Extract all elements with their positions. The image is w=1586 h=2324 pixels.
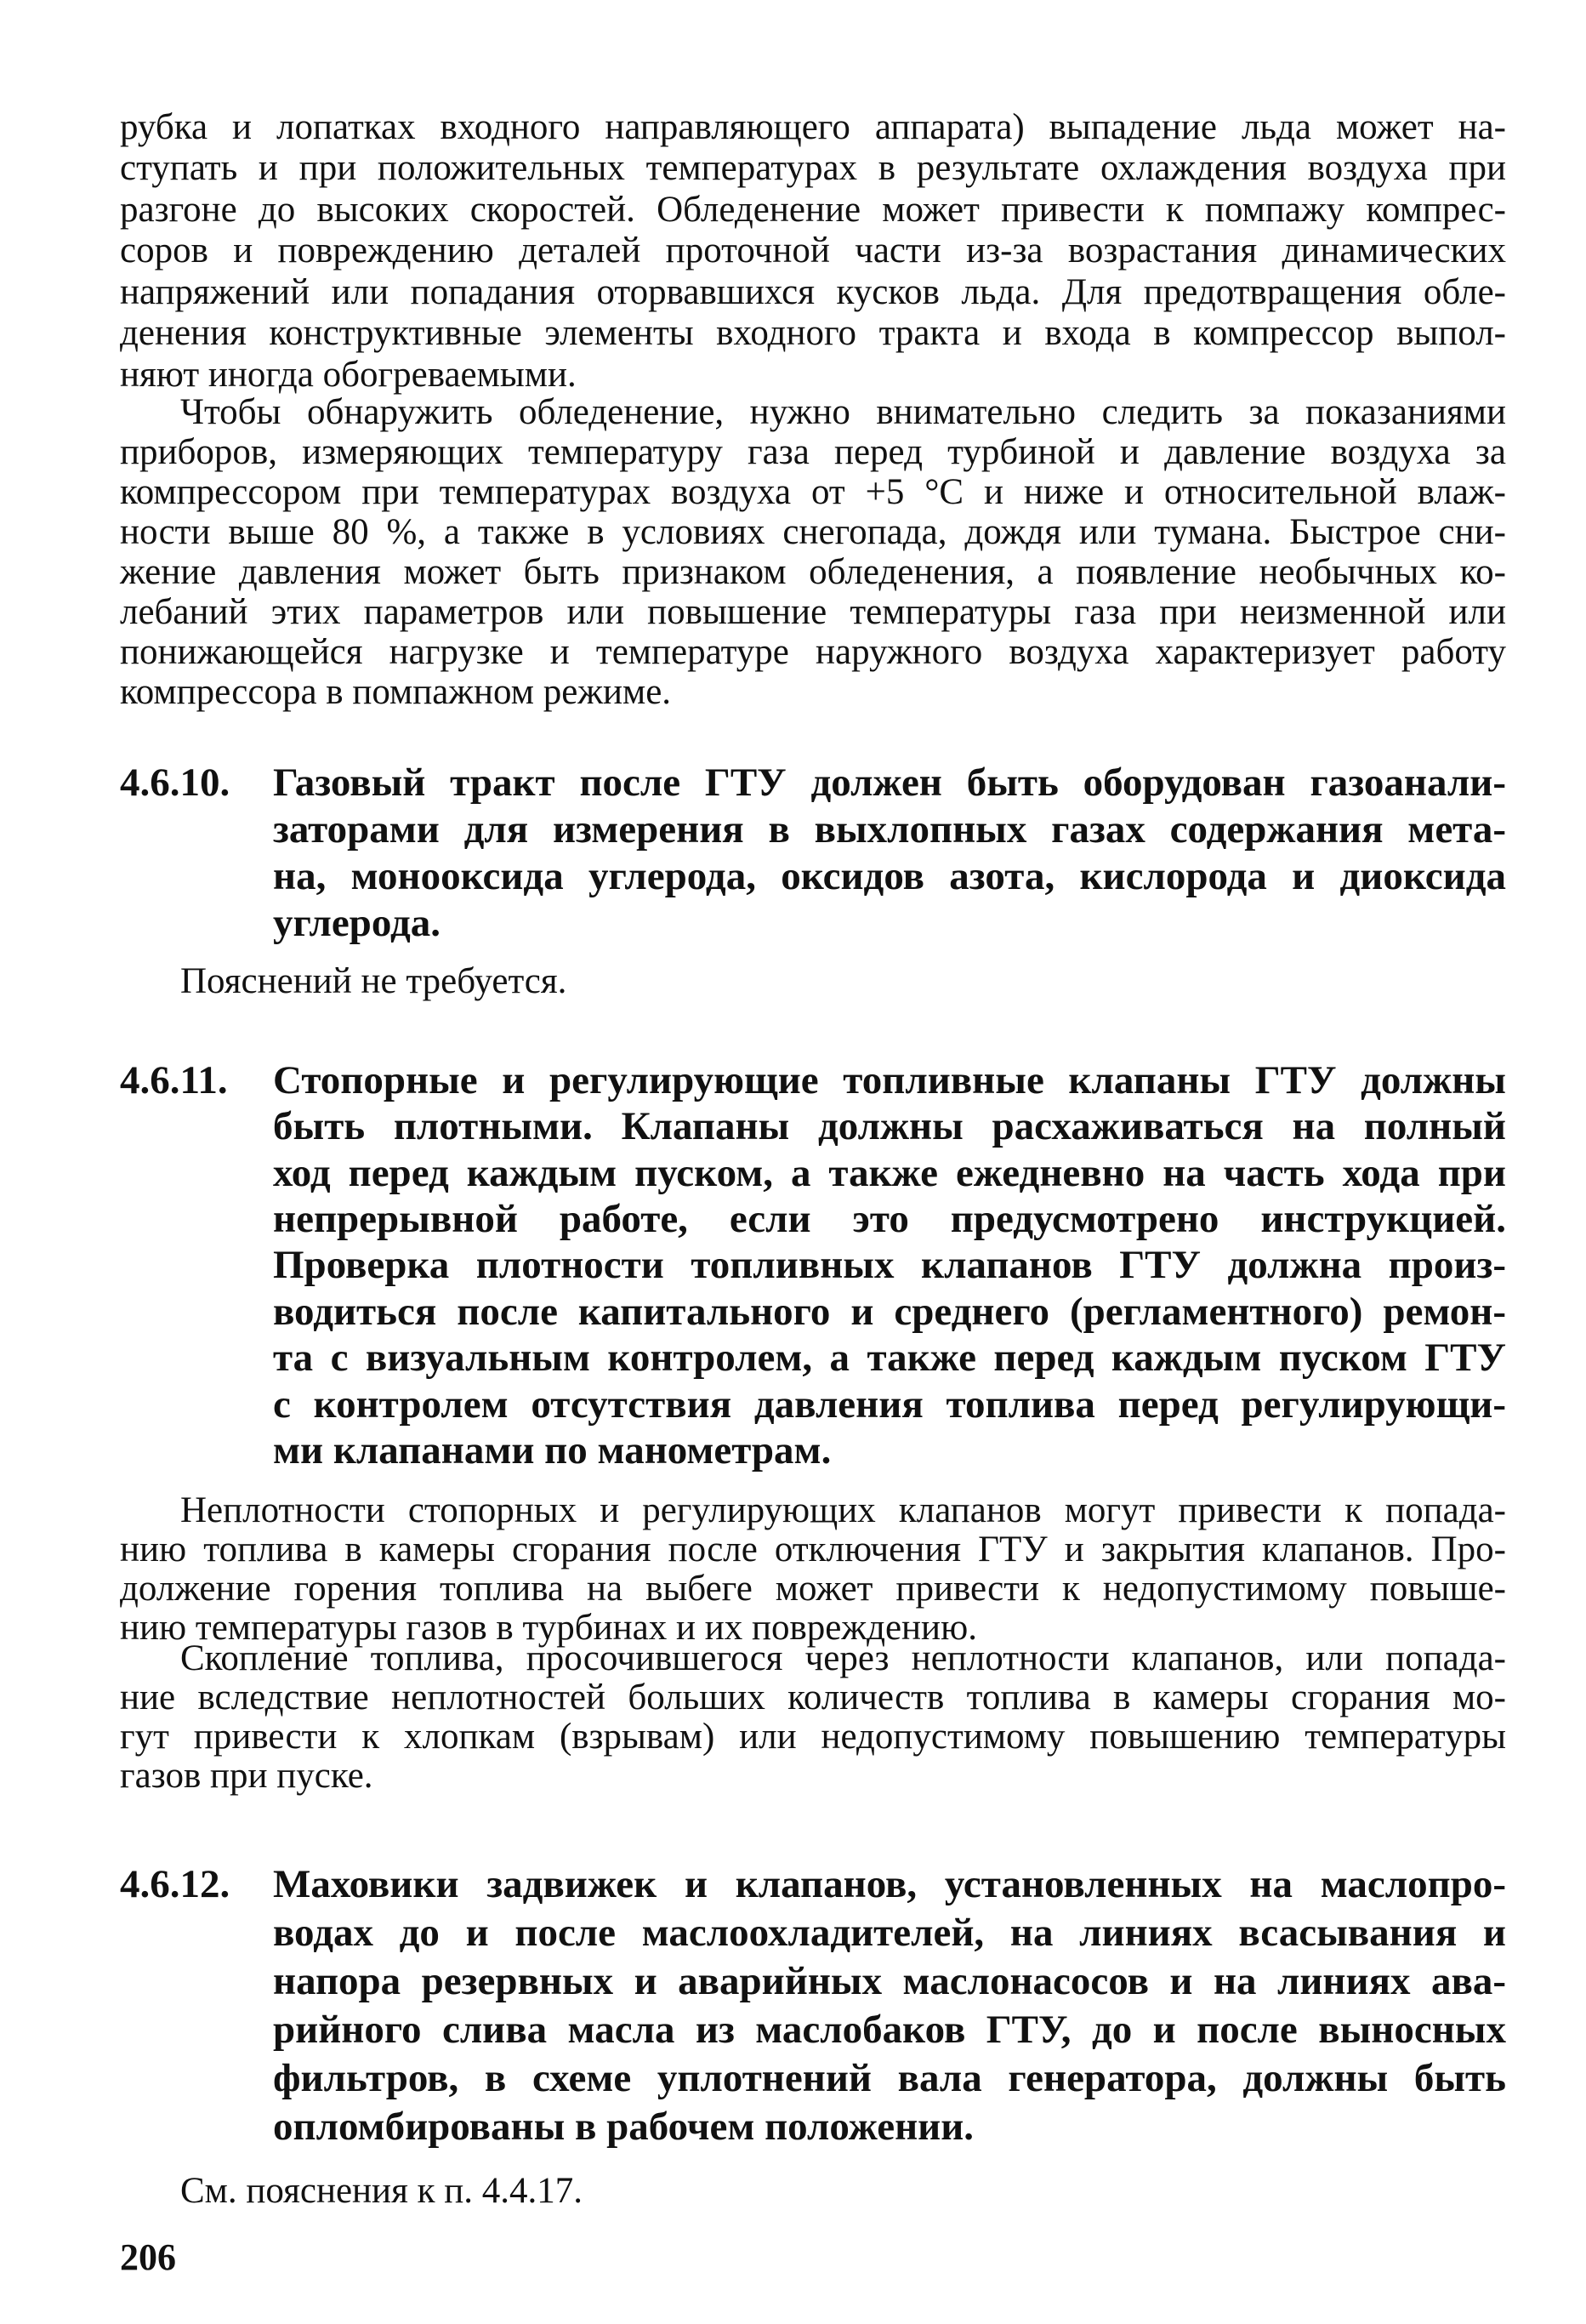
page-number: 206 [120, 2236, 176, 2278]
paragraph [120, 392, 1506, 712]
text-line: лебаний этих параметров или повышение температуры газа при неизменной или [120, 591, 1506, 632]
text-line: разгоне до высоких скоростей. Обледенение может привести к помпажу компрес- [120, 189, 1506, 230]
text-line: фильтров, в схеме уплотнений вала генератора, должны быть [273, 2055, 1506, 2100]
text-line: заторами для измерения в выхлопных газах содержания мета- [273, 806, 1506, 852]
text-line: ние вследствие неплотностей больших количеств топлива в камеры сгорания мо- [120, 1677, 1506, 1717]
text-line: нию температуры газов в турбинах и их повреждению. [120, 1608, 977, 1648]
paragraph [120, 1491, 1506, 1648]
text-line: Маховики задвижек и клапанов, установленных на маслопро- [273, 1861, 1506, 1906]
section-number: 4.6.11. [120, 1057, 228, 1102]
section-heading-text [273, 760, 1506, 947]
text-line: ми клапанами по манометрам. [273, 1428, 832, 1473]
text-line: напряжений или попадания оторвавшихся кусков льда. Для предотвращения обле- [120, 271, 1506, 312]
text-line: компрессором при температурах воздуха от +5 °С и ниже и относительной влаж- [120, 471, 1506, 512]
text-line: на, монооксида углерода, оксидов азота, кислорода и диоксида [273, 853, 1506, 898]
text-line: ход перед каждым пуском, а также ежедневно на часть хода при [273, 1150, 1506, 1195]
text-line: соров и повреждению деталей проточной части из-за возрастания динамических [120, 231, 1506, 271]
text-line: рубка и лопатках входного направляющего аппарата) выпадение льда может на- [120, 106, 1506, 147]
text-line: водиться после капитального и среднего (регламентного) ремон- [273, 1289, 1506, 1334]
text-line: газов при пуске. [120, 1756, 373, 1796]
text-line: Неплотности стопорных и регулирующих клапанов могут привести к попада- [180, 1490, 1506, 1530]
paragraph [120, 961, 1506, 1001]
paragraph [120, 107, 1506, 396]
text-line: Стопорные и регулирующие топливные клапаны ГТУ должны [273, 1057, 1506, 1102]
section-heading-text [273, 1057, 1506, 1474]
paragraph [120, 2171, 1506, 2211]
text-line: непрерывной работе, если это предусмотрено инструкцией. [273, 1197, 1506, 1242]
section-number: 4.6.10. [120, 760, 230, 805]
text-line: водах до и после маслоохладителей, на линиях всасывания и [273, 1910, 1506, 1955]
text-line: Чтобы обнаружить обледенение, нужно внимательно следить за показаниями [180, 391, 1506, 432]
text-line: ности выше 80 %, а также в условиях снегопада, дождя или тумана. Быстрое сни- [120, 511, 1506, 552]
section-number: 4.6.12. [120, 1861, 230, 1906]
text-line: опломбированы в рабочем положении. [273, 2104, 975, 2149]
text-line: напора резервных и аварийных маслонасосов и на линиях ава- [273, 1958, 1506, 2003]
text-line: нию топлива в камеры сгорания после отключения ГТУ и закрытия клапанов. Про- [120, 1529, 1506, 1569]
text-line: Пояснений не требуется. [180, 960, 567, 1001]
text-line: няют иногда обогреваемыми. [120, 354, 577, 395]
paragraph [120, 1639, 1506, 1796]
section-heading-text [273, 1860, 1506, 2151]
text-line: Скопление топлива, просочившегося через неплотности клапанов, или попада- [180, 1638, 1506, 1678]
text-line: См. пояснения к п. 4.4.17. [180, 2170, 583, 2211]
text-line: жение давления может быть признаком обледенения, а появление необычных ко- [120, 551, 1506, 592]
text-line: денения конструктивные элементы входного тракта и входа в компрессор выпол- [120, 313, 1506, 354]
text-line: Проверка плотности топливных клапанов ГТУ должна произ- [273, 1243, 1506, 1288]
text-line: с контролем отсутствия давления топлива перед регулирующи- [273, 1381, 1506, 1427]
text-line: приборов, измеряющих температуру газа перед турбиной и давление воздуха за [120, 431, 1506, 472]
text-line: понижающейся нагрузке и температуре наружного воздуха характеризует работу [120, 631, 1506, 672]
text-line: та с визуальным контролем, а также перед каждым пуском ГТУ [273, 1336, 1506, 1381]
text-line: компрессора в помпажном режиме. [120, 671, 672, 712]
text-line: быть плотными. Клапаны должны расхаживаться на полный [273, 1104, 1506, 1149]
text-line: углерода. [273, 900, 441, 945]
text-line: ступать и при положительных температурах в результате охлаждения воздуха при [120, 148, 1506, 189]
text-line: гут привести к хлопкам (взрывам) или недопустимому повышению температуры [120, 1717, 1506, 1757]
text-line: должение горения топлива на выбеге может привести к недопустимому повыше- [120, 1569, 1506, 1609]
text-line: Газовый тракт после ГТУ должен быть оборудован газоанали- [273, 760, 1506, 805]
text-line: рийного слива масла из маслобаков ГТУ, до и после выносных [273, 2007, 1506, 2052]
